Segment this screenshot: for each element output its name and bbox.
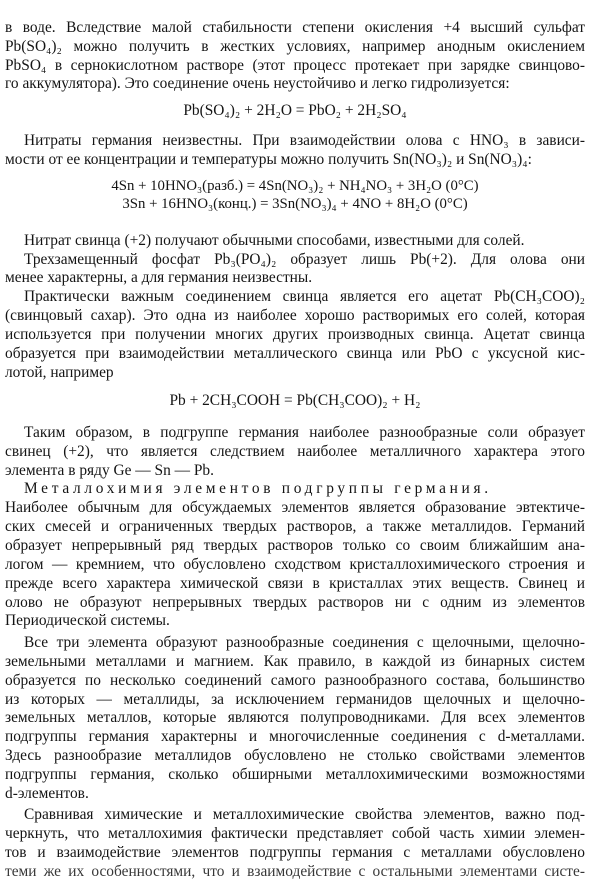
paragraph-first-line: Все три элемента образуют разнообразные соединения с щелочными, щелочно- xyxy=(24,634,585,651)
text-line: земельными металлами и магнием. Как правило, в каждой из бинарных систем xyxy=(5,653,585,670)
section-heading: Металлохимия элементов подгруппы германия. xyxy=(24,480,492,497)
chemical-equation: 4Sn + 10HNO₃(разб.) = 4Sn(NO₃)₂ + NH₄NO₃ + 3H₂O (0°C) xyxy=(111,178,479,194)
text-line: прежде всего характера химической связи в кристаллах этих веществ. Свинец и xyxy=(5,575,585,592)
text-line: Периодической системы. xyxy=(5,612,170,629)
text-line: подгруппы германия характерны и многочисленные соединения с d-металлами. xyxy=(5,728,585,745)
chemical-equation: Pb(SO₄)₂ + 2H₂O = PbO₂ + 2H₂SO₄ xyxy=(183,102,407,119)
paragraph-first-line: Нитраты германия неизвестны. При взаимодействии олова с HNO₃ в зависи- xyxy=(24,132,585,149)
text-line: используется при получении многих других производных свинца. Ацетат свинца xyxy=(5,326,585,343)
text-line: образуется при взаимодействии металлического свинца или PbO с уксусной кис- xyxy=(5,345,585,362)
text-line: Наиболее обычным для обсуждаемых элементов является образование эвтектиче- xyxy=(5,499,585,516)
text-line: образуется по несколько соединений самого разнообразного состава, большинство xyxy=(5,672,585,689)
text-line: подгруппы германия, сколько обширными металлохимическими возможностями xyxy=(5,766,585,783)
paragraph-first-line: Трехзамещенный фосфат Pb₃(PO₄)₂ образует лишь Pb(+2). Для олова они xyxy=(24,251,585,268)
paragraph-first-line: Таким образом, в подгруппе германия наиболее разнообразные соли образует xyxy=(24,424,585,441)
paragraph-first-line: Сравнивая химические и металлохимические свойства элементов, важно под- xyxy=(24,806,585,823)
text-line: олово не образуют непрерывных твердых растворов ни с одним из элементов xyxy=(5,594,585,611)
text-line: из которых — металлиды, за исключением германидов щелочных и щелочно- xyxy=(5,691,585,708)
chemical-equation: 3Sn + 16HNO₃(конц.) = 3Sn(NO₃)₄ + 4NO + 8H₂O (0°C) xyxy=(122,196,468,212)
chemical-equation: Pb + 2CH₃COOH = Pb(CH₃COO)₂ + H₂ xyxy=(169,392,421,409)
text-line: свинец (+2), что является следствием наиболее металличного характера этого xyxy=(5,443,585,460)
text-line: в воде. Вследствие малой стабильности степени окисления +4 высший сульфат xyxy=(5,19,585,36)
text-line: теми же их особенностями, что и взаимодействие с остальными элементами систе- xyxy=(5,863,585,880)
text-line: ских смесей и ограниченных твердых растворов, а также металлидов. Германий xyxy=(5,518,585,535)
text-line: менее характерны, а для германия неизвестны. xyxy=(5,269,313,286)
text-line: го аккумулятора). Это соединение очень неустойчиво и легко гидролизуется: xyxy=(5,75,510,92)
text-line: (свинцовый сахар). Это одна из наиболее хорошо растворимых его солей, которая xyxy=(5,307,585,324)
text-line: лотой, например xyxy=(5,364,114,381)
text-line: Здесь разнообразие металлидов обусловлено не столько свойствами элементов xyxy=(5,747,585,764)
text-line: тов и взаимодействие элементов подгруппы германия с металлами обусловлено xyxy=(5,844,585,861)
text-line: земельных металлов, которые являются полупроводниками. Для всех элементов xyxy=(5,709,585,726)
text-line: d-элементов. xyxy=(5,785,89,802)
text-line: Pb(SO₄)₂ можно получить в жестких условиях, например анодным окислением xyxy=(5,38,585,55)
text-line: мости от ее концентрации и температуры можно получить Sn(NO₃)₂ и Sn(NO₃)₄: xyxy=(5,151,532,168)
text-line: PbSO₄ в сернокислотном растворе (этот процесс протекает при зарядке свинцово- xyxy=(5,57,585,74)
paragraph-first-line: Нитрат свинца (+2) получают обычными способами, известными для солей. xyxy=(24,232,525,249)
text-line: логом — кремнием, что обусловлено сходством кристаллохимического строения и xyxy=(5,556,585,573)
text-line: элемента в ряду Ge — Sn — Pb. xyxy=(5,462,214,479)
paragraph-first-line: Практически важным соединением свинца является его ацетат Pb(CH₃COO)₂ xyxy=(24,288,585,305)
text-line: образует непрерывный ряд твердых растворов только со своим ближайшим ана- xyxy=(5,537,585,554)
text-line: черкнуть, что металлохимия фактически представляет собой часть химии элемен- xyxy=(5,825,585,842)
